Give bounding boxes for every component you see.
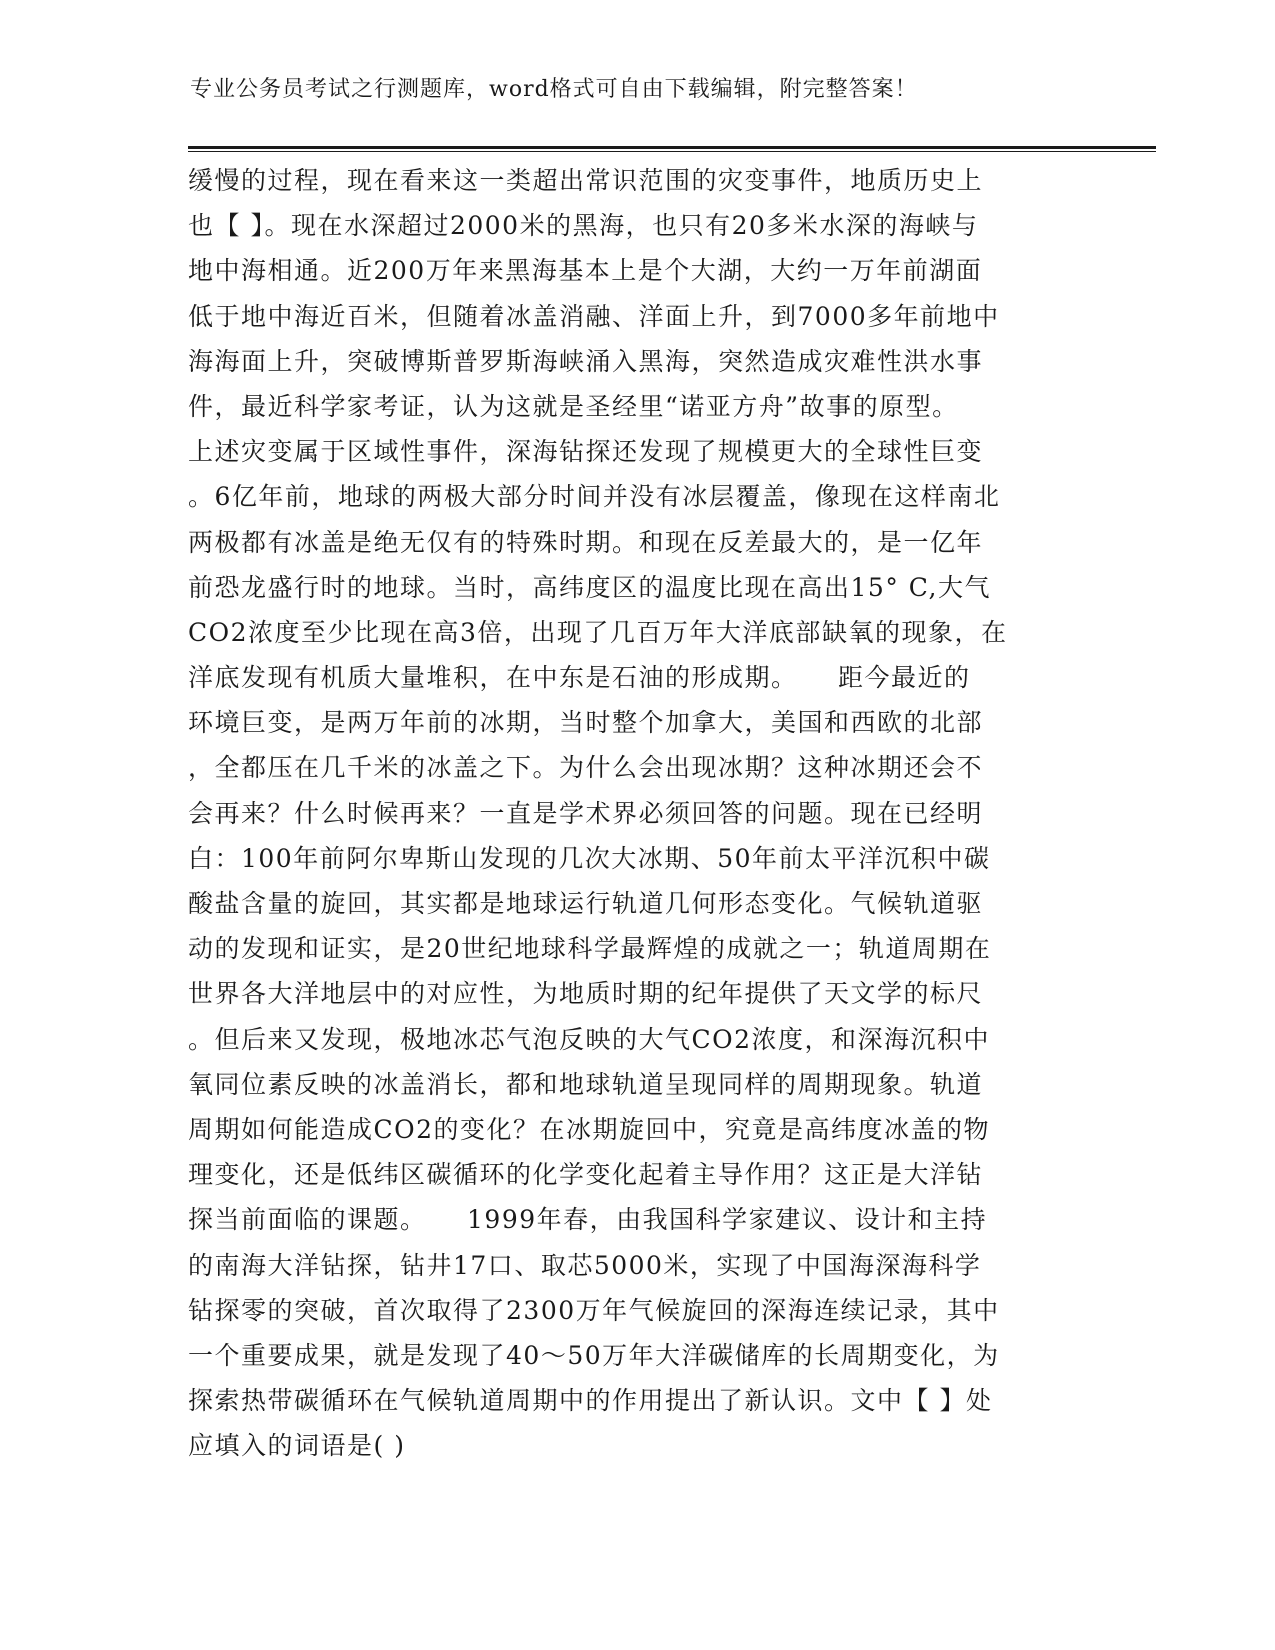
passage-line: CO2浓度至少比现在高3倍，出现了几百万年大洋底部缺氧的现象，在 xyxy=(188,617,1008,647)
passage-line: 动的发现和证实，是20世纪地球科学最辉煌的成就之一；轨道周期在 xyxy=(188,934,992,964)
passage-line: 。6亿年前，地球的两极大部分时间并没有冰层覆盖，像现在这样南北 xyxy=(188,482,1001,512)
passage-line: 前恐龙盛行时的地球。当时，高纬度区的温度比现在高出15° C,大气 xyxy=(188,572,991,602)
passage-line: 环境巨变，是两万年前的冰期，当时整个加拿大，美国和西欧的北部 xyxy=(188,708,984,738)
passage-line: 探索热带碳循环在气候轨道周期中的作用提出了新认识。文中【 】处 xyxy=(188,1386,993,1416)
passage-line: 氧同位素反映的冰盖消长，都和地球轨道呈现同样的周期现象。轨道 xyxy=(188,1069,984,1099)
page-header: 专业公务员考试之行测题库，word格式可自由下载编辑，附完整答案！ xyxy=(190,77,918,102)
passage-line: 洋底发现有机质大量堆积，在中东是石油的形成期。 距今最近的 xyxy=(188,663,971,693)
passage-line: 钻探零的突破，首次取得了2300万年气候旋回的深海连续记录，其中 xyxy=(188,1295,1000,1325)
header-rule-thin xyxy=(188,151,1156,152)
passage-line: 应填入的词语是( ) xyxy=(188,1431,406,1461)
passage-line: 海海面上升，突破博斯普罗斯海峡涌入黑海，突然造成灾难性洪水事 xyxy=(188,346,984,376)
passage-line: 件，最近科学家考证，认为这就是圣经里“诺亚方舟”故事的原型。 xyxy=(188,391,959,421)
passage-line: 上述灾变属于区域性事件，深海钻探还发现了规模更大的全球性巨变 xyxy=(188,437,984,467)
header-rule-thick xyxy=(188,146,1156,149)
passage-line: 缓慢的过程，现在看来这一类超出常识范围的灾变事件，地质历史上 xyxy=(188,166,984,195)
passage-line: 会再来？什么时候再来？一直是学术界必须回答的问题。现在已经明 xyxy=(188,798,984,828)
passage-line: 的南海大洋钻探，钻井17口、取芯5000米，实现了中国海深海科学 xyxy=(188,1250,982,1280)
passage-line: 世界各大洋地层中的对应性，为地质时期的纪年提供了天文学的标尺 xyxy=(188,979,984,1009)
passage-line: 也【 】。现在水深超过2000米的黑海，也只有20多米水深的海峡与 xyxy=(188,211,979,241)
passage-line: 探当前面临的课题。 1999年春，由我国科学家建议、设计和主持 xyxy=(188,1205,988,1235)
passage-line: 。但后来又发现，极地冰芯气泡反映的大气CO2浓度，和深海沉积中 xyxy=(188,1024,991,1054)
passage-line: 低于地中海近百米，但随着冰盖消融、洋面上升，到7000多年前地中 xyxy=(188,301,1000,331)
passage-line: 地中海相通。近200万年来黑海基本上是个大湖，大约一万年前湖面 xyxy=(188,256,983,286)
passage-line: ，全都压在几千米的冰盖之下。为什么会出现冰期？这种冰期还会不 xyxy=(188,753,984,783)
passage-line: 一个重要成果，就是发现了40～50万年大洋碳储库的长周期变化，为 xyxy=(188,1340,1000,1370)
passage-line: 理变化，还是低纬区碳循环的化学变化起着主导作用？这正是大洋钻 xyxy=(188,1160,984,1190)
passage-line: 两极都有冰盖是绝无仅有的特殊时期。和现在反差最大的，是一亿年 xyxy=(188,527,984,557)
passage-line: 白：100年前阿尔卑斯山发现的几次大冰期、50年前太平洋沉积中碳 xyxy=(188,843,991,873)
passage-line: 周期如何能造成CO2的变化？在冰期旋回中，究竟是高纬度冰盖的物 xyxy=(188,1114,991,1144)
passage-line: 酸盐含量的旋回，其实都是地球运行轨道几何形态变化。气候轨道驱 xyxy=(188,889,984,918)
passage-text xyxy=(188,158,1088,1468)
